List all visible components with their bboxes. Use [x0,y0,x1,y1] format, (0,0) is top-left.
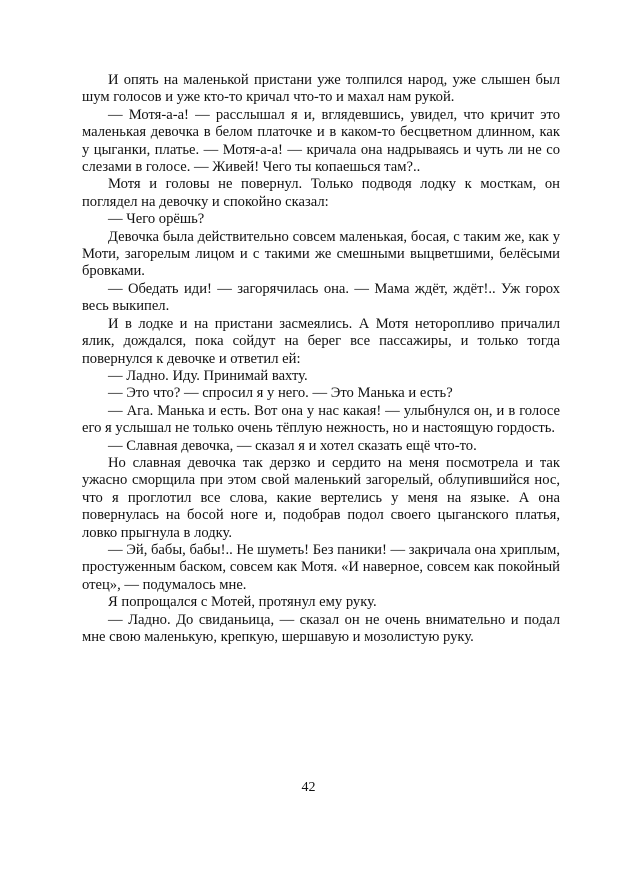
paragraph: — Мотя-а-а! — расслышал я и, вглядевшись, увидел, что кричит это маленькая девочка в белом платочке и в каком-то бесцветном длинном, как у цыганки, платье. — Мотя-а-а! — кричала она надрываясь и чуть ли не со слезами в голосе. — Живей! Чего ты копаешься там?.. [82,106,560,176]
paragraph: — Ага. Манька и есть. Вот она у нас какая! — улыбнулся он, и в голосе его я услышал не только очень тёплую нежность, но и настоящую гордость. [82,402,560,437]
paragraph: — Славная девочка, — сказал я и хотел сказать ещё что-то. [108,437,477,454]
paragraph: Мотя и головы не повернул. Только подводя лодку к мосткам, он поглядел на девочку и спокойно сказал: [82,176,560,210]
page-number: 42 [301,780,316,795]
body-text [82,72,560,646]
paragraph: Но славная девочка так дерзко и сердито на меня посмотрела и так ужасно сморщила при этом свой маленький загорелый, облупившийся нос, что я проглотил все слова, какие вертелись у меня на языке. А она повернулась на босой ноге и, подобрав подол своего цыганского платья, ловко прыгнула в лодку. [82,454,560,541]
paragraph: И опять на маленькой пристани уже толпился народ, уже слышен был шум голосов и уже кто-то кричал что-то и махал нам рукой. [82,72,560,106]
paragraph: — Ладно. До свиданьица, — сказал он не очень внимательно и подал мне свою маленькую, крепкую, шершавую и мозолистую руку. [82,611,560,645]
paragraph: — Эй, бабы, бабы!.. Не шуметь! Без паники! — закричала она хриплым, простуженным баском, совсем как Мотя. «И наверное, совсем как покойный отец», — подумалось мне. [82,541,560,593]
paragraph: — Ладно. Иду. Принимай вахту. [108,367,308,384]
paragraph: — Чего орёшь? [108,211,205,228]
paragraph: И в лодке и на пристани засмеялись. А Мотя неторопливо причалил ялик, дождался, пока сойдут на берег все пассажиры, и только тогда повернулся к девочке и ответил ей: [82,315,560,367]
paragraph: Девочка была действительно совсем маленькая, босая, с таким же, как у Моти, загорелым лицом и с такими же смешными выцветшими, белёсыми бровками. [82,228,560,280]
paragraph: Я попрощался с Мотей, протянул ему руку. [108,594,377,611]
paragraph: — Это что? — спросил я у него. — Это Манька и есть? [108,385,453,402]
paragraph: — Обедать иди! — загорячилась она. — Мама ждёт, ждёт!.. Уж горох весь выкипел. [82,280,560,315]
